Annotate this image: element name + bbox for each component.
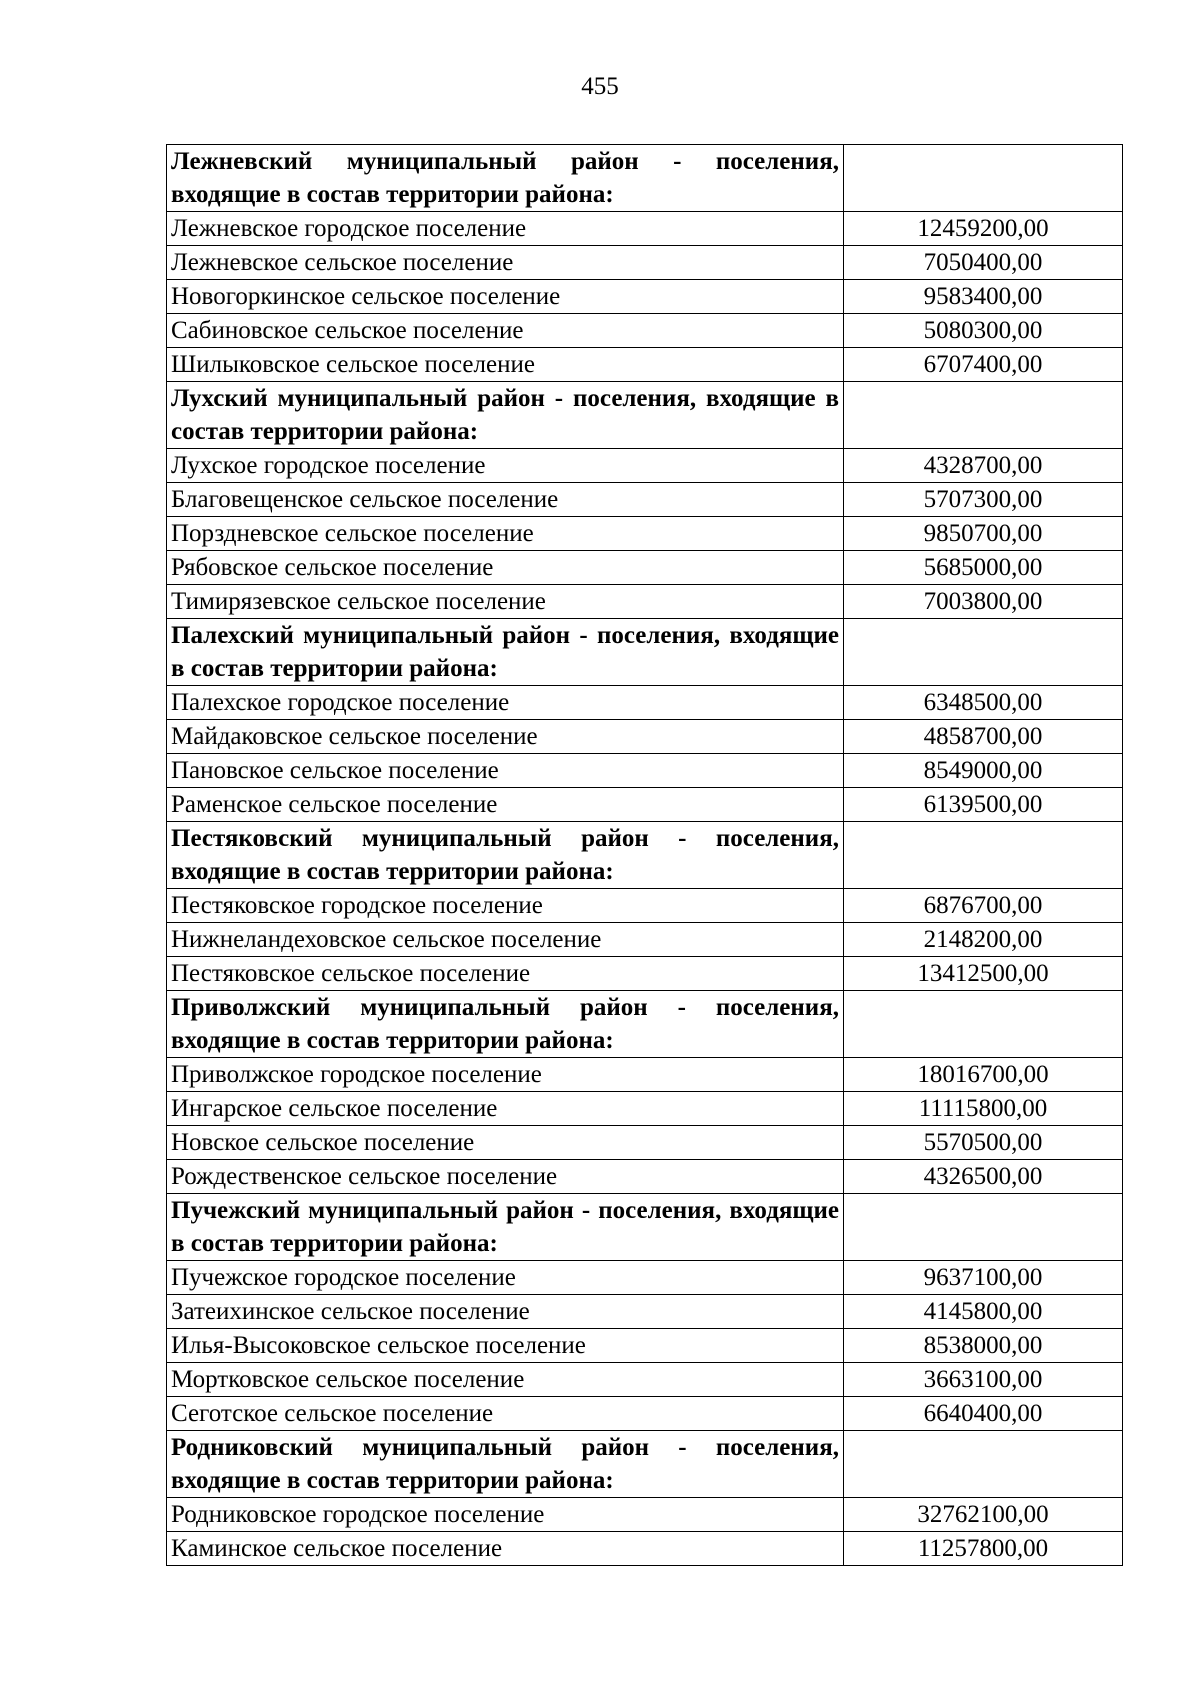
district-header-amount-empty <box>844 822 1123 889</box>
district-header: Пучежский муниципальный район - поселения, входящие в состав территории района: <box>167 1194 844 1261</box>
settlement-name: Лухское городское поселение <box>167 449 844 483</box>
district-header: Пестяковский муниципальный район - поселения, входящие в состав территории района: <box>167 822 844 889</box>
table-row <box>167 585 1123 619</box>
settlement-name: Раменское сельское поселение <box>167 788 844 822</box>
settlement-name: Сабиновское сельское поселение <box>167 314 844 348</box>
settlement-name: Родниковское городское поселение <box>167 1498 844 1532</box>
table-row <box>167 551 1123 585</box>
district-header-row <box>167 991 1123 1058</box>
settlement-amount: 4858700,00 <box>844 720 1123 754</box>
table-row <box>167 1397 1123 1431</box>
district-header-row <box>167 619 1123 686</box>
settlement-budget-table <box>166 144 1123 1566</box>
settlement-amount: 6640400,00 <box>844 1397 1123 1431</box>
district-header-row <box>167 822 1123 889</box>
settlement-amount: 18016700,00 <box>844 1058 1123 1092</box>
settlement-amount: 9637100,00 <box>844 1261 1123 1295</box>
settlement-name: Палехское городское поселение <box>167 686 844 720</box>
settlement-name: Ингарское сельское поселение <box>167 1092 844 1126</box>
table-row <box>167 1261 1123 1295</box>
settlement-name: Пучежское городское поселение <box>167 1261 844 1295</box>
settlement-name: Рябовское сельское поселение <box>167 551 844 585</box>
settlement-amount: 6707400,00 <box>844 348 1123 382</box>
settlement-name: Благовещенское сельское поселение <box>167 483 844 517</box>
settlement-amount: 4328700,00 <box>844 449 1123 483</box>
settlement-name: Затеихинское сельское поселение <box>167 1295 844 1329</box>
table-row <box>167 212 1123 246</box>
settlement-name: Майдаковское сельское поселение <box>167 720 844 754</box>
settlement-amount: 8538000,00 <box>844 1329 1123 1363</box>
settlement-name: Пестяковское сельское поселение <box>167 957 844 991</box>
settlement-amount: 7050400,00 <box>844 246 1123 280</box>
table-row <box>167 1126 1123 1160</box>
table-row <box>167 1295 1123 1329</box>
settlement-amount: 13412500,00 <box>844 957 1123 991</box>
settlement-amount: 6139500,00 <box>844 788 1123 822</box>
table-row <box>167 889 1123 923</box>
district-header-row <box>167 382 1123 449</box>
settlement-amount: 5707300,00 <box>844 483 1123 517</box>
settlement-name: Каминское сельское поселение <box>167 1532 844 1566</box>
settlement-name: Новское сельское поселение <box>167 1126 844 1160</box>
district-header-amount-empty <box>844 991 1123 1058</box>
settlement-amount: 3663100,00 <box>844 1363 1123 1397</box>
settlement-name: Пестяковское городское поселение <box>167 889 844 923</box>
settlement-amount: 12459200,00 <box>844 212 1123 246</box>
settlement-amount: 7003800,00 <box>844 585 1123 619</box>
district-header-row <box>167 1194 1123 1261</box>
district-header-amount-empty <box>844 145 1123 212</box>
district-header: Приволжский муниципальный район - поселения, входящие в состав территории района: <box>167 991 844 1058</box>
settlement-name: Шилыковское сельское поселение <box>167 348 844 382</box>
table-row <box>167 449 1123 483</box>
settlement-amount: 5080300,00 <box>844 314 1123 348</box>
table-row <box>167 1532 1123 1566</box>
table-row <box>167 686 1123 720</box>
page-number: 455 <box>581 73 619 100</box>
settlement-name: Рождественское сельское поселение <box>167 1160 844 1194</box>
settlement-amount: 32762100,00 <box>844 1498 1123 1532</box>
settlement-amount: 9583400,00 <box>844 280 1123 314</box>
district-header-row <box>167 145 1123 212</box>
settlement-name: Приволжское городское поселение <box>167 1058 844 1092</box>
table-row <box>167 957 1123 991</box>
table-row <box>167 1092 1123 1126</box>
settlement-name: Илья-Высоковское сельское поселение <box>167 1329 844 1363</box>
table-row <box>167 1058 1123 1092</box>
settlement-name: Тимирязевское сельское поселение <box>167 585 844 619</box>
table-row <box>167 720 1123 754</box>
table-row <box>167 788 1123 822</box>
table-row <box>167 1160 1123 1194</box>
settlement-amount: 2148200,00 <box>844 923 1123 957</box>
settlement-amount: 4326500,00 <box>844 1160 1123 1194</box>
district-header-amount-empty <box>844 1431 1123 1498</box>
settlement-amount: 9850700,00 <box>844 517 1123 551</box>
district-header-row <box>167 1431 1123 1498</box>
table-row <box>167 1329 1123 1363</box>
settlement-name: Сеготское сельское поселение <box>167 1397 844 1431</box>
settlement-amount: 11115800,00 <box>844 1092 1123 1126</box>
settlement-amount: 5685000,00 <box>844 551 1123 585</box>
table-row <box>167 517 1123 551</box>
district-header: Лежневский муниципальный район - поселения, входящие в состав территории района: <box>167 145 844 212</box>
settlement-amount: 4145800,00 <box>844 1295 1123 1329</box>
settlement-name: Мортковское сельское поселение <box>167 1363 844 1397</box>
settlement-amount: 5570500,00 <box>844 1126 1123 1160</box>
table-row <box>167 1498 1123 1532</box>
settlement-amount: 11257800,00 <box>844 1532 1123 1566</box>
settlement-amount: 6876700,00 <box>844 889 1123 923</box>
table-row <box>167 923 1123 957</box>
settlement-amount: 6348500,00 <box>844 686 1123 720</box>
settlement-name: Лежневское городское поселение <box>167 212 844 246</box>
table-row <box>167 280 1123 314</box>
settlement-amount: 8549000,00 <box>844 754 1123 788</box>
table-body <box>167 145 1123 1566</box>
table-row <box>167 246 1123 280</box>
district-header-amount-empty <box>844 1194 1123 1261</box>
table-row <box>167 348 1123 382</box>
district-header-amount-empty <box>844 619 1123 686</box>
settlement-name: Нижнеландеховское сельское поселение <box>167 923 844 957</box>
settlement-name: Новогоркинское сельское поселение <box>167 280 844 314</box>
settlement-name: Лежневское сельское поселение <box>167 246 844 280</box>
settlement-name: Пановское сельское поселение <box>167 754 844 788</box>
table-row <box>167 754 1123 788</box>
table-row <box>167 1363 1123 1397</box>
district-header: Родниковский муниципальный район - поселения, входящие в состав территории района: <box>167 1431 844 1498</box>
table-row <box>167 314 1123 348</box>
district-header-amount-empty <box>844 382 1123 449</box>
district-header: Палехский муниципальный район - поселения, входящие в состав территории района: <box>167 619 844 686</box>
table-row <box>167 483 1123 517</box>
district-header: Лухский муниципальный район - поселения, входящие в состав территории района: <box>167 382 844 449</box>
settlement-name: Порздневское сельское поселение <box>167 517 844 551</box>
